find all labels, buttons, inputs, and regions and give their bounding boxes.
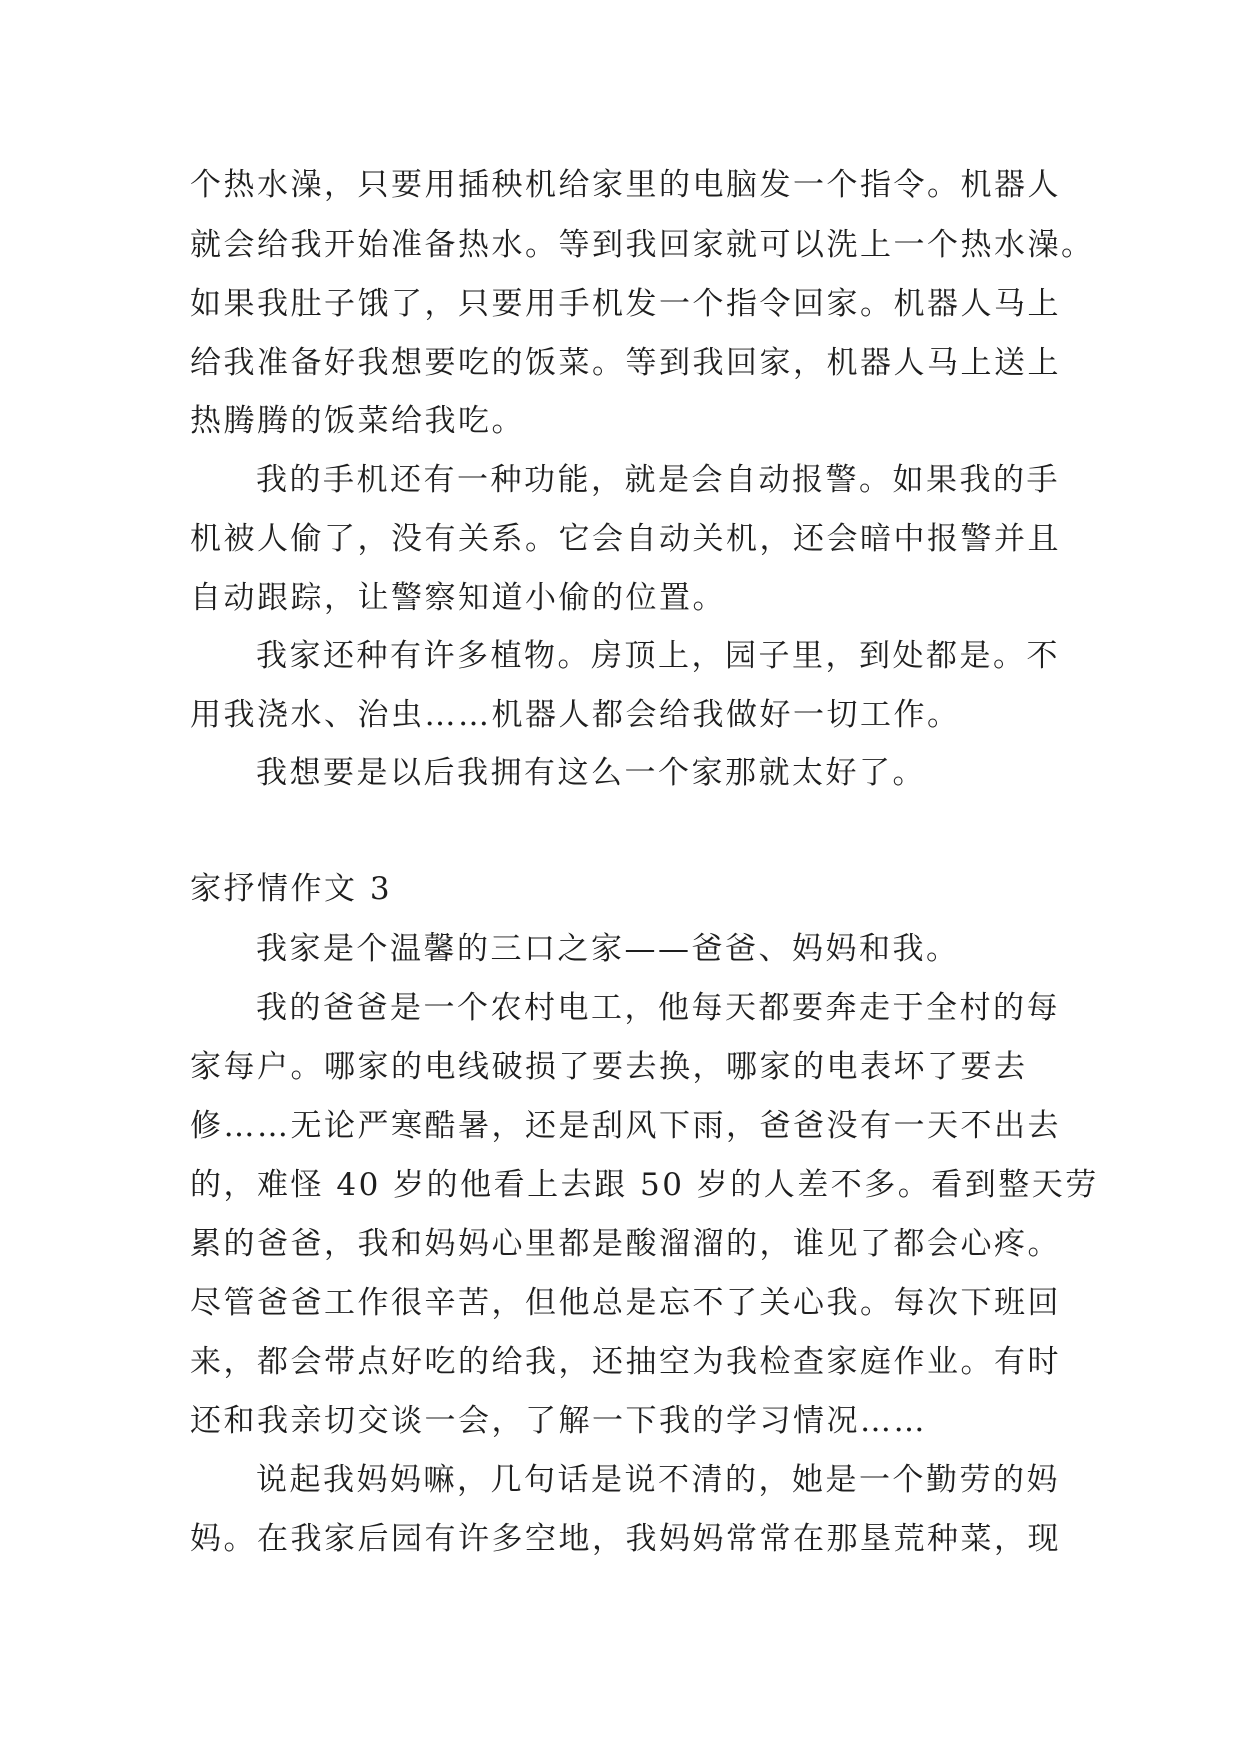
paragraph-first-line: 我家还种有许多植物。房顶上，园子里，到处都是。不 [256, 638, 1060, 674]
text-line: 妈。在我家后园有许多空地，我妈妈常常在那垦荒种菜，现 [190, 1521, 1061, 1557]
text-line: 如果我肚子饿了，只要用手机发一个指令回家。机器人马上 [190, 286, 1061, 322]
text-line: 修……无论严寒酷暑，还是刮风下雨，爸爸没有一天不出去 [190, 1108, 1061, 1144]
paragraph-first-line: 我家是个温馨的三口之家——爸爸、妈妈和我。 [256, 931, 960, 967]
text-line: 用我浇水、治虫……机器人都会给我做好一切工作。 [190, 697, 961, 733]
paragraph-first-line: 我的手机还有一种功能，就是会自动报警。如果我的手 [256, 462, 1060, 498]
section-heading: 家抒情作文 3 [190, 871, 393, 907]
text-line: 就会给我开始准备热水。等到我回家就可以洗上一个热水澡。 [190, 227, 1095, 263]
text-line: 累的爸爸，我和妈妈心里都是酸溜溜的，谁见了都会心疼。 [190, 1226, 1061, 1262]
paragraph-first-line: 说起我妈妈嘛，几句话是说不清的，她是一个勤劳的妈 [256, 1462, 1060, 1498]
text-line: 家每户。哪家的电线破损了要去换，哪家的电表坏了要去 [190, 1049, 1028, 1085]
text-line: 的，难怪 40 岁的他看上去跟 50 岁的人差不多。看到整天劳 [190, 1167, 1099, 1203]
text-line: 自动跟踪，让警察知道小偷的位置。 [190, 580, 726, 616]
text-line: 给我准备好我想要吃的饭菜。等到我回家，机器人马上送上 [190, 345, 1061, 381]
paragraph-first-line: 我想要是以后我拥有这么一个家那就太好了。 [256, 755, 926, 791]
paragraph-first-line: 我的爸爸是一个农村电工，他每天都要奔走于全村的每 [256, 990, 1060, 1026]
text-line: 热腾腾的饭菜给我吃。 [190, 403, 525, 439]
text-line: 个热水澡，只要用插秧机给家里的电脑发一个指令。机器人 [190, 167, 1061, 203]
text-line: 尽管爸爸工作很辛苦，但他总是忘不了关心我。每次下班回 [190, 1285, 1061, 1321]
text-line: 机被人偷了，没有关系。它会自动关机，还会暗中报警并且 [190, 521, 1061, 557]
text-line: 还和我亲切交谈一会，了解一下我的学习情况…… [190, 1403, 927, 1439]
text-line: 来，都会带点好吃的给我，还抽空为我检查家庭作业。有时 [190, 1344, 1061, 1380]
